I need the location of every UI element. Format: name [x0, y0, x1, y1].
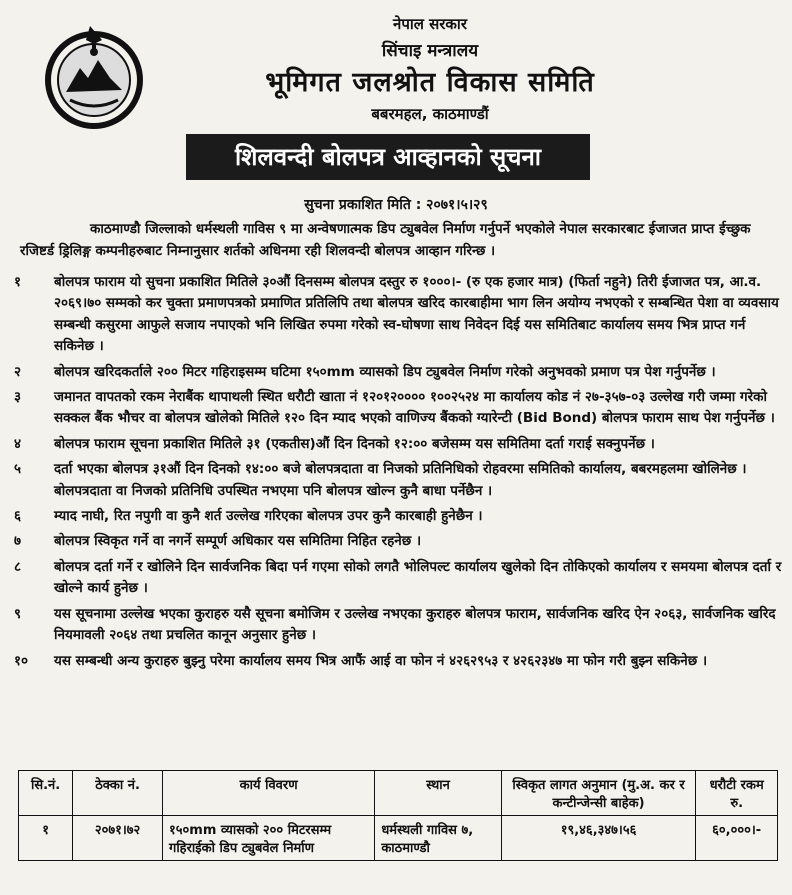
- condition-text: यस सूचनामा उल्लेख भएका कुराहरु यसै सूचना बमोजिम र उल्लेख नभएका कुराहरु बोलपत्र फाराम, सार्वजनिक खरिद ऐन २०६३, सार्वजनिक खरिद नियमावली २०६४ तथा प्रचलित कानून अनुसार हुनेछ ।: [54, 605, 776, 644]
- condition-item: [10, 434, 782, 455]
- condition-text: बोलपत्र फाराम यो सुचना प्रकाशित मितिले ३०औं दिनसम्म बोलपत्र दस्तुर रु १०००।- (रु एक हजार मात्र) (फिर्ता नहुने) तिरी ईजाजत पत्र, आ.व. २०६९।७० सम्मको कर चुक्ता प्रमाणपत्रको प्रमाणित प्रतिलिपि तथा बोलपत्र खरिद कारबाहीमा भाग लिन अयोग्य नभएको र सम्बन्धित पेशा वा व्यवसाय सम्बन्धी कसुरमा आफुले सजाय नपाएको भनि लिखित रुपमा गरेको स्व-घोषणा साथ निवेदन दिई यस समितिबाट कार्यालय समय भित्र प्राप्त गर्न सकिनेछ ।: [54, 274, 779, 355]
- notice-title-banner: शिलवन्दी बोलपत्र आव्हानको सूचना: [186, 134, 590, 180]
- header-bond: धरौटी रकम रु.: [696, 771, 778, 816]
- condition-item: [10, 604, 782, 647]
- condition-item: [10, 506, 782, 527]
- notice-intro-paragraph: काठमाण्डौ जिल्लाको धर्मस्थली गाविस ९ मा अन्वेषणात्मक डिप ट्युबवेल निर्माण गर्नुपर्ने भएकोले नेपाल सरकारबाट ईजाजत प्राप्त ईच्छुक रजिष्टर्ड ड्रिलिङ्ग कम्पनीहरुबाट निम्नानुसार शर्तको अधिनमा रही शिलवन्दी बोलपत्र आव्हान गरिन्छ ।: [20, 221, 751, 259]
- tender-table: [18, 770, 778, 861]
- cell-contract-no: २०७१।७२: [73, 816, 163, 861]
- condition-number: १०: [14, 652, 29, 669]
- condition-text: बोलपत्र फाराम सूचना प्रकाशित मितिले ३१ (एकतीस)औं दिन दिनको १२:०० बजेसम्म यस समितिमा दर्ता गराई सक्नुपर्नेछ ।: [54, 435, 655, 452]
- condition-text: म्याद नाघी, रित नपुगी वा कुनै शर्त उल्लेख गरिएका बोलपत्र उपर कुनै कारबाही हुनेछैन ।: [54, 508, 483, 525]
- condition-item: [10, 459, 782, 502]
- header-location: स्थान: [375, 771, 501, 816]
- condition-text: यस सम्बन्धी अन्य कुराहरु बुझ्नु परेमा कार्यालय समय भित्र आफैं आई वा फोन नं ४२६२९५३ र ४२६२३४७ मा फोन गरी बुझ्न सकिनेछ ।: [54, 652, 708, 669]
- condition-text: जमानत वापतको रकम नेराबैंक थापाथली स्थित धरौटी खाता नं १२०१२०००० १००२५२४ मा कार्यालय कोड नं २७-३५७-०३ उल्लेख गरी जम्मा गरेको सक्कल बैंक भौचर वा बोलपत्र खोलेको मितिले १२० दिन म्याद भएको वाणिज्य बैंकको ग्यारेन्टी (Bid Bond) बोलपत्र फाराम साथ पेश गर्नुपर्नेछ ।: [54, 389, 775, 427]
- condition-item: [10, 362, 782, 383]
- office-address: बबरमहल, काठमाण्डौं: [371, 105, 489, 123]
- condition-item: [10, 531, 782, 552]
- committee-name: भूमिगत जलश्रोत विकास समिति: [265, 67, 595, 98]
- condition-number: ८: [14, 558, 22, 575]
- condition-number: ३: [14, 389, 22, 406]
- header-description: कार्य विवरण: [163, 771, 375, 816]
- condition-text: बोलपत्र दर्ता गर्ने र खोलिने दिन सार्वजनिक बिदा पर्न गएमा सोको लगतै भोलिपल्ट कार्यालय खुलेको दिन तोकिएको कार्यालय र समयमा बोलपत्र दर्ता र खोल्ने कार्य हुनेछ ।: [54, 558, 782, 597]
- condition-text: दर्ता भएका बोलपत्र ३१औं दिन दिनको १४:०० बजे बोलपत्रदाता वा निजको प्रतिनिधिको रोहवरमा समितिको कार्यालय, बबरमहलमा खोलिनेछ । बोलपत्रदाता वा निजको प्रतिनिधि उपस्थित नभएमा पनि बोलपत्र खोल्न कुनै बाधा पर्नेछैन ।: [54, 461, 747, 499]
- condition-text: बोलपत्र खरिदकर्ताले २०० मिटर गहिराइसम्म घटिमा १५०mm व्यासको डिप ट्युबवेल निर्माण गरेको अनुभवको प्रमाण पत्र पेश गर्नुपर्नेछ ।: [54, 363, 716, 380]
- government-name: नेपाल सरकार: [393, 15, 467, 33]
- condition-number: १: [14, 274, 22, 290]
- condition-number: ९: [14, 605, 22, 622]
- condition-number: ६: [14, 508, 22, 525]
- cell-description: १५०mm व्यासको २०० मिटरसम्म गहिराईको डिप ट्युबवेल निर्माण: [163, 816, 375, 861]
- table-header-row: [19, 771, 778, 816]
- ministry-name: सिंचाइ मन्त्रालय: [381, 41, 479, 61]
- conditions-list: [10, 272, 782, 676]
- header-estimate: स्विकृत लागत अनुमान (मु.अ. कर र कन्टीन्जेन्सी बाहेक): [501, 771, 696, 816]
- header-sn: सि.नं.: [19, 771, 73, 816]
- header-contract-no: ठेक्का नं.: [73, 771, 163, 816]
- cell-estimate: १९,४६,३४७।५६: [501, 816, 696, 861]
- condition-item: [10, 651, 782, 672]
- condition-item: [10, 387, 782, 430]
- condition-number: ५: [14, 461, 22, 478]
- condition-text: बोलपत्र स्विकृत गर्ने वा नगर्ने सम्पूर्ण अधिकार यस समितिमा निहित रहनेछ ।: [54, 533, 422, 550]
- nepal-government-emblem-icon: [40, 22, 148, 132]
- condition-number: २: [14, 363, 22, 380]
- publication-date: सुचना प्रकाशित मिति : २०७१।५।२९: [304, 197, 488, 213]
- cell-bond: ६०,०००।-: [696, 816, 778, 861]
- cell-location: धर्मस्थली गाविस ७, काठमाण्डौ: [375, 816, 501, 861]
- condition-number: ७: [14, 533, 22, 550]
- condition-number: ४: [14, 435, 22, 452]
- cell-sn: १: [19, 816, 73, 861]
- table-row: [19, 816, 778, 861]
- condition-item: [10, 272, 782, 358]
- condition-item: [10, 557, 782, 600]
